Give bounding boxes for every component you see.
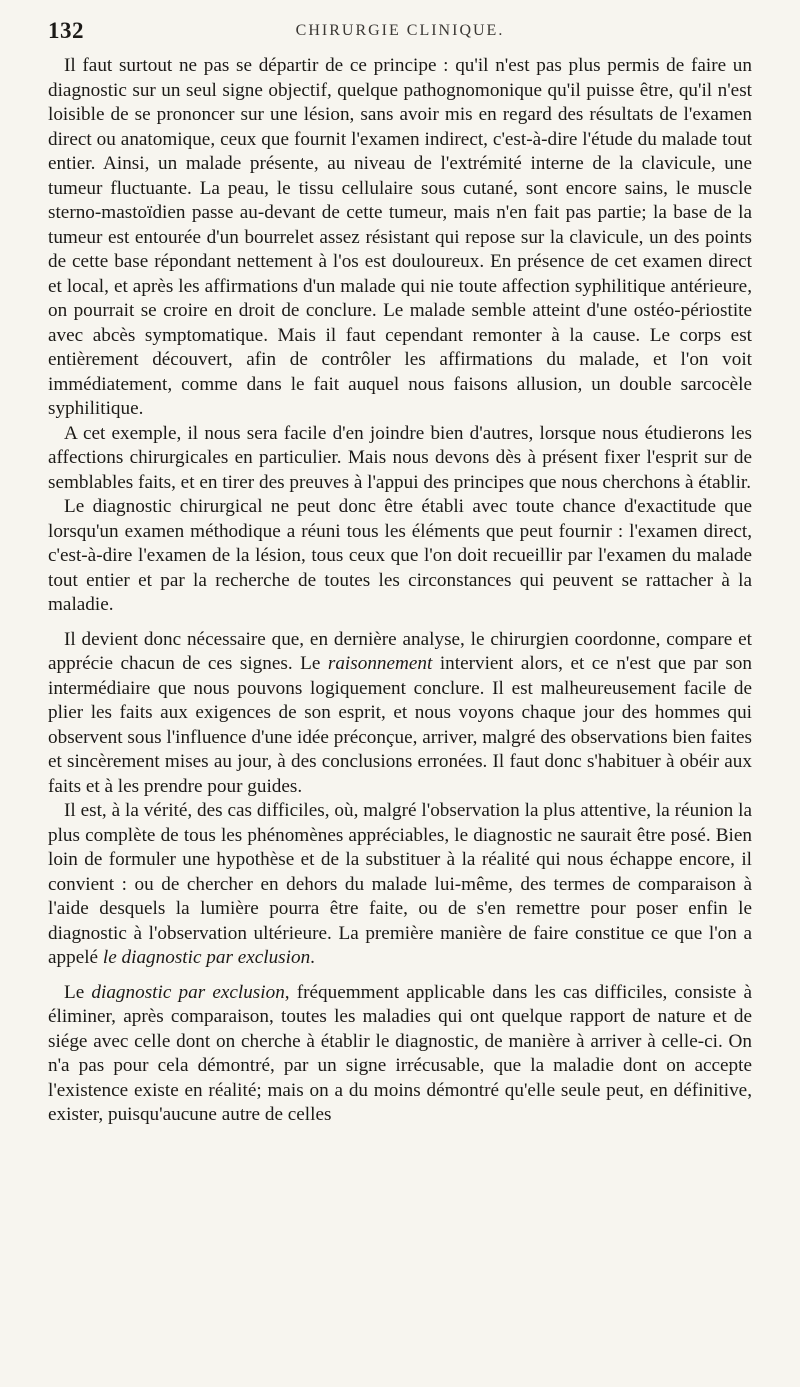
paragraph-6-text-end: , fréquemment applicable dans les cas difficiles, consiste à éliminer, après comparaison, toutes les maladies qui ont quelque rapport de nature et de siége avec celle dont on cherche à établir le diagnostic, de manière à arriver à celle-ci. On n'a pas pour cela démontré, par un signe irrécusable, que la maladie dont on accepte l'existence existe en réalité; mais on a du moins démontré qu'elle seule peut, en définitive, exister, puisqu'aucune autre de celles (48, 981, 752, 1125)
paragraph-5 (48, 799, 752, 971)
emphasis-diagnostic-par-exclusion: le diagnostic par exclusion (102, 947, 311, 968)
emphasis-diagnostic-par-exclusion-2: diagnostic par exclusion (91, 981, 285, 1003)
paragraph-6-text-start: Le (64, 981, 92, 1003)
paragraph-4 (48, 628, 752, 800)
page-number: 132 (48, 18, 84, 43)
paragraph-2: A cet exemple, il nous sera facile d'en joindre bien d'autres, lorsque nous étudierons les affections chirurgicales en particulier. Mais nous devons dès à présent fixer l'esprit sur de semblables faits, et en tirer des preuves à l'appui des principes que nous cherchons à établir. (48, 422, 752, 493)
paragraph-4-text-end: intervient alors, et ce n'est que par son intermédiaire que nous pouvons logiquement conclure. Il est malheureusement facile de plier les faits aux exigences de son esprit, et nous voyons chaque jour des hommes qui observent sous l'influence d'une idée préconçue, arriver, malgré des observations bien faites et sincèrement mises au jour, à des conclusions erronées. Il faut donc s'habituer à obéir aux faits et à les prendre pour guides. (48, 653, 752, 797)
paragraph-3: Le diagnostic chirurgical ne peut donc être établi avec toute chance d'exactitude que lorsqu'un examen méthodique a réuni tous les éléments que peut fournir : l'examen direct, c'est-à-dire l'examen de la lésion, tous ceux que l'on doit recueillir par l'examen du malade tout entier et par la recherche de toutes les circonstances qui peuvent se rattacher à la maladie. (48, 496, 752, 615)
emphasis-raisonnement: raisonnement (327, 653, 433, 674)
body-text (48, 54, 752, 1128)
paragraph-1: Il faut surtout ne pas se départir de ce principe : qu'il n'est pas plus permis de faire un diagnostic sur un seul signe objectif, quelque pathognomonique qu'il puisse être, qu'il n'est loisible de se prononcer sur une lésion, sans avoir mis en regard des résultats de l'examen direct ou anatomique, ceux que fournit l'examen indirect, c'est-à-dire l'étude du malade tout entier. Ainsi, un malade présente, au niveau de l'extrémité interne de la clavicule, une tumeur fluctuante. La peau, le tissu cellulaire sous cutané, sont encore sains, le muscle sterno-mastoïdien passe au-devant de cette tumeur, mais n'en fait pas partie; la base de la tumeur est entourée d'un bourrelet assez résistant qui repose sur la clavicule, un des points de cette base répondant nettement à l'os est douloureux. En présence de cet examen direct et local, et après les affirmations d'un malade qui nie toute affection syphilitique antérieure, on pourrait se croire en droit de conclure. Le malade semble atteint d'une ostéo-périostite avec abcès symptomatique. Mais il faut cependant remonter à la cause. Le corps est entièrement découvert, afin de contrôler les affirmations du malade, et l'on voit immédiatement, comme dans le fait auquel nous faisons allusion, un double sarcocèle syphilitique. (48, 55, 752, 419)
paragraph-5-text-start: Il est, à la vérité, des cas difficiles, où, malgré l'observation la plus attentive, la réunion la plus complète de tous les phénomènes appréciables, le diagnostic ne saurait être posé. Bien loin de formuler une hypothèse et de la substituer à la réalité qui nous échappe encore, il convient : ou de chercher en dehors du malade lui-même, des termes de comparaison à l'aide desquels la lumière pourra être faite, ou de s'en remettre pour poser enfin le diagnostic à l'observation ultérieure. La première manière de faire constitue ce que l'on a appelé (48, 800, 752, 968)
running-title: CHIRURGIE CLINIQUE. (295, 22, 505, 39)
running-header (48, 14, 752, 54)
paragraph-6 (48, 981, 752, 1128)
paragraph-5-text-end: . (310, 947, 315, 968)
paragraph-4-text-start: Il devient donc nécessaire que, en dernière analyse, le chirurgien coordonne, compare et apprécie chacun de ces signes. Le (48, 628, 752, 674)
